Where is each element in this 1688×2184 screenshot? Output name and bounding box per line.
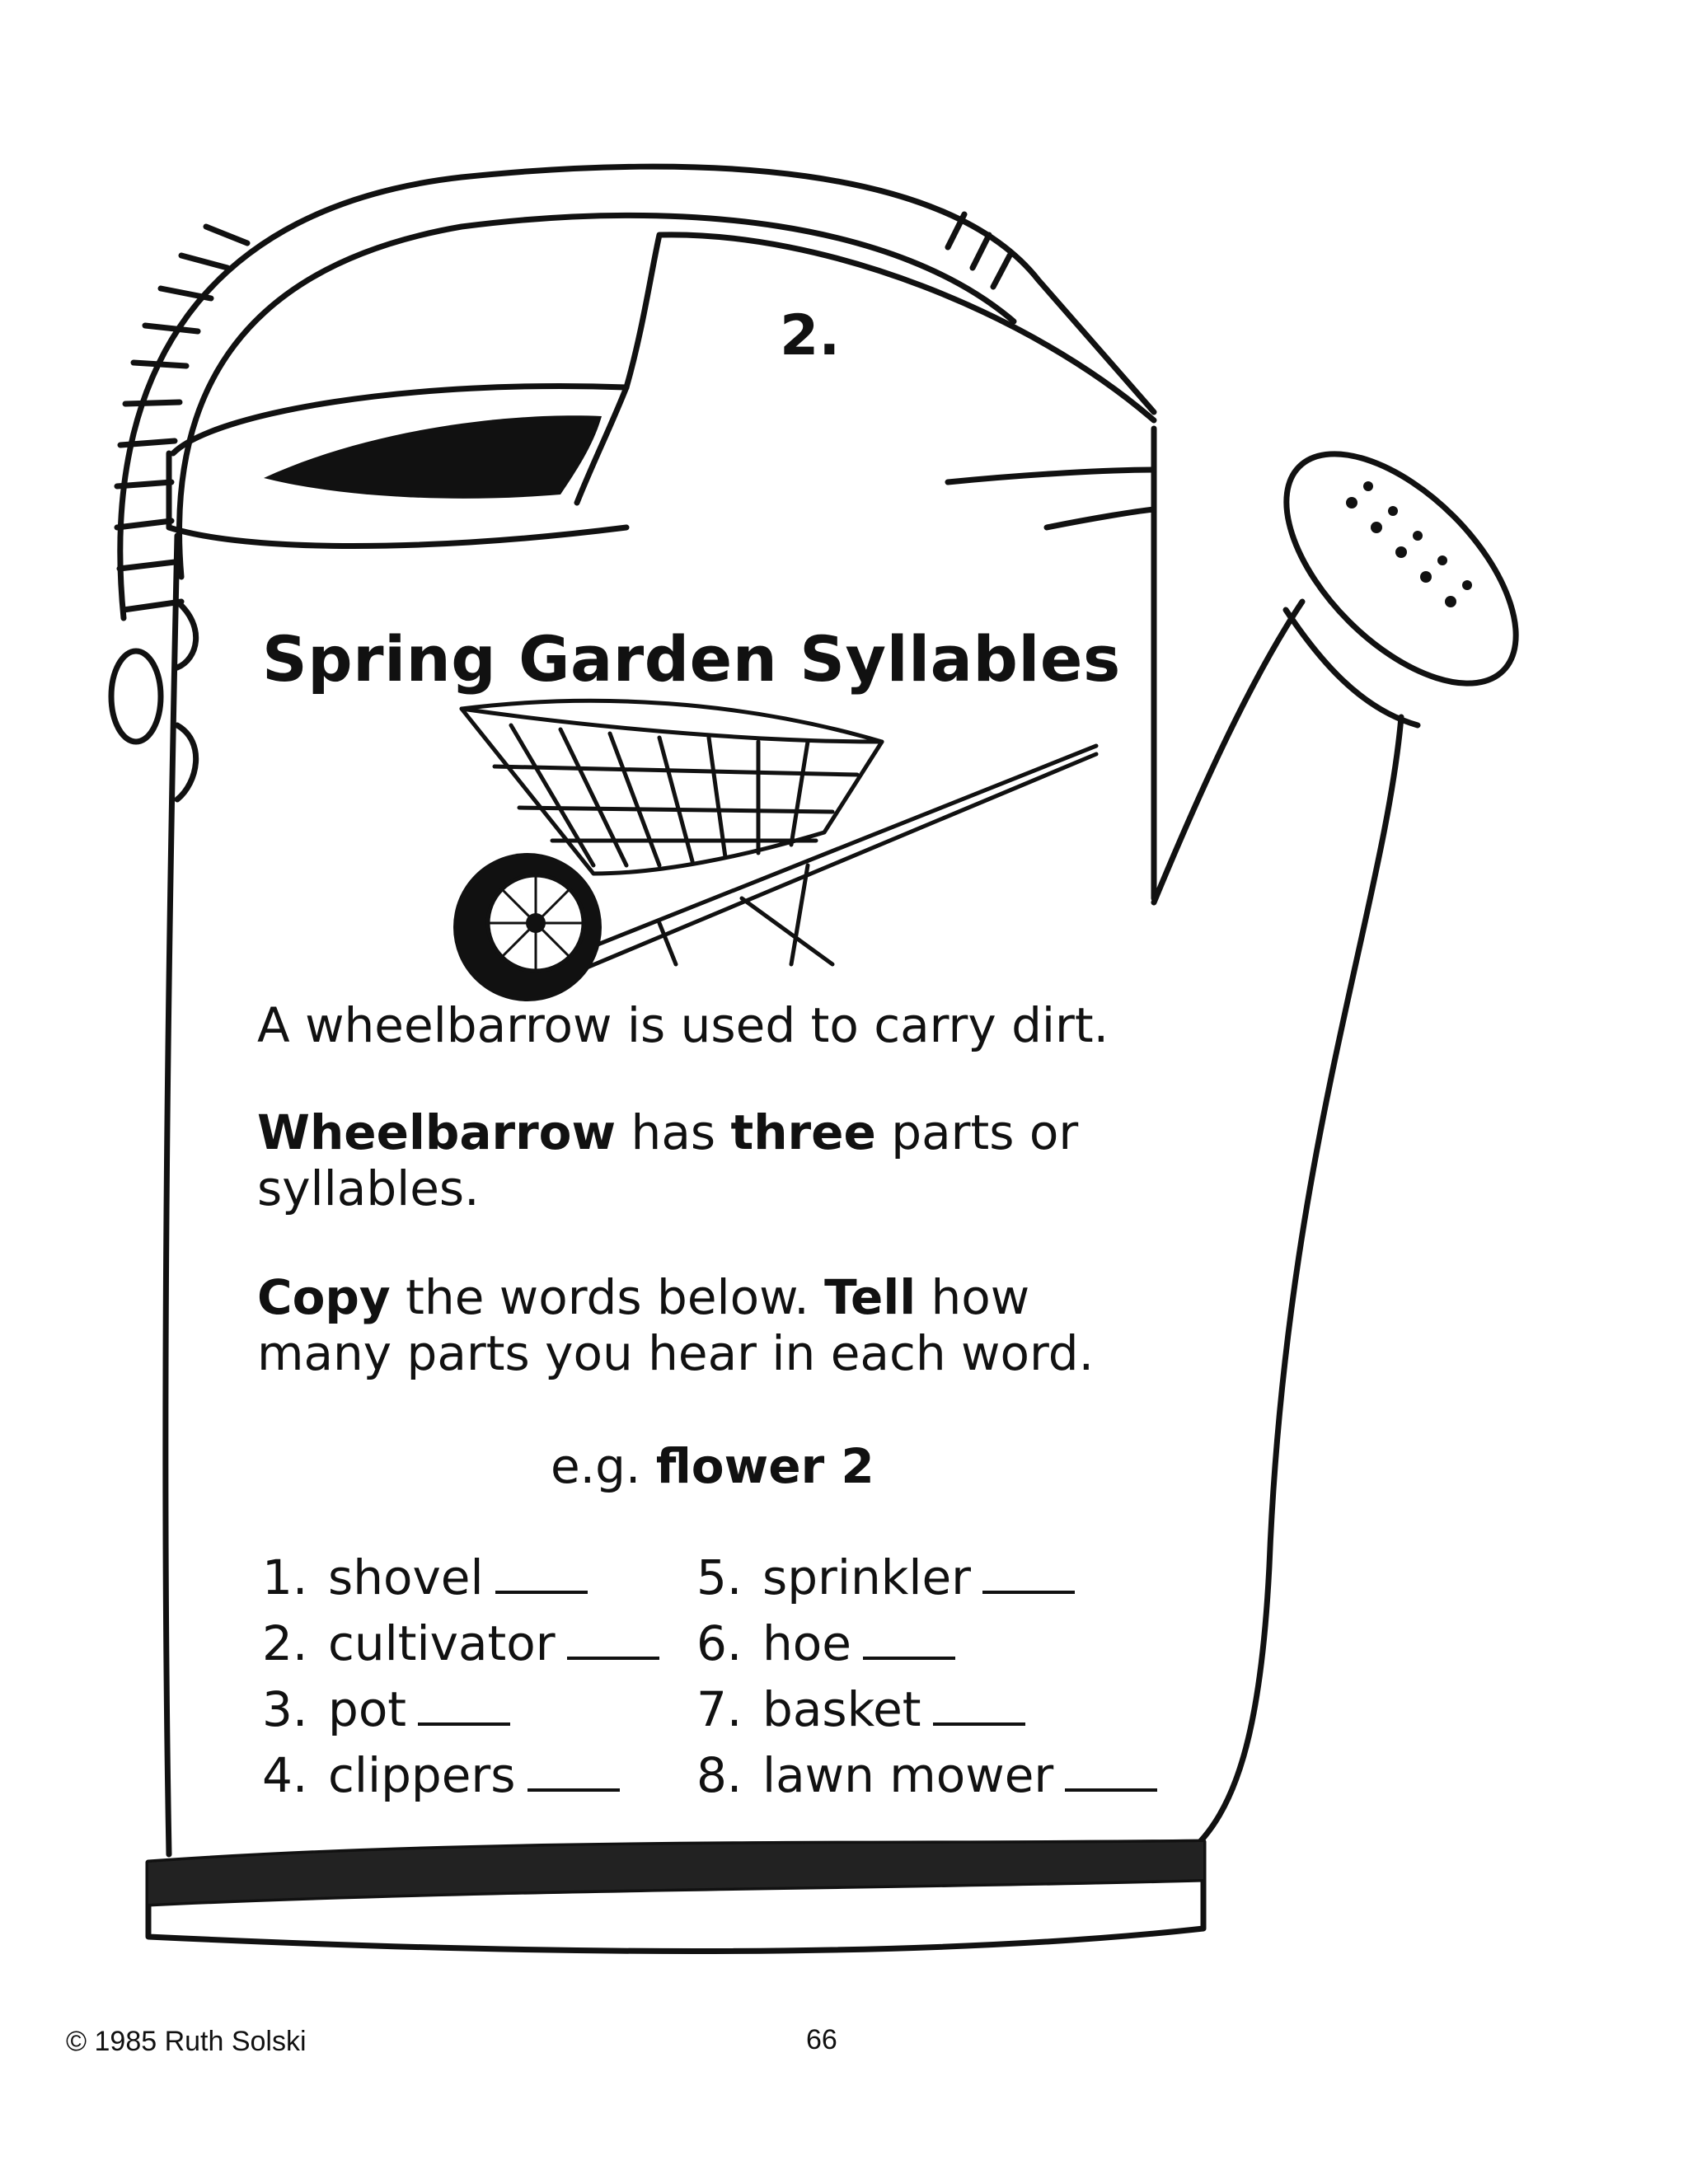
item-number: 6. [696,1615,743,1671]
answer-blank[interactable] [528,1747,620,1792]
answer-blank[interactable] [495,1549,588,1594]
item-number: 2. [262,1615,308,1671]
bold-word-copy: Copy [257,1269,391,1325]
bold-word-wheelbarrow: Wheelbarrow [257,1104,617,1160]
bold-word-three: three [730,1104,876,1160]
answer-blank[interactable] [418,1681,510,1726]
item-word: clippers [328,1747,516,1803]
item-word: basket [762,1681,921,1737]
item-number: 5. [696,1549,743,1605]
answer-blank[interactable] [863,1615,955,1660]
text-has: has [616,1104,731,1160]
text-syllables: syllables. [257,1160,480,1216]
list-item [696,1615,955,1671]
item-number: 1. [262,1549,308,1605]
text-parts-or: parts or [875,1104,1079,1160]
item-word: lawn mower [762,1747,1054,1803]
item-number: 7. [696,1681,743,1737]
item-word: sprinkler [762,1549,971,1605]
text-words-below: the words below. [390,1269,825,1325]
example [551,1438,874,1494]
text-many-parts: many parts you hear in each word. [257,1325,1095,1381]
bold-word-tell: Tell [824,1269,917,1325]
list-item [262,1747,620,1803]
item-word: shovel [328,1549,484,1605]
list-item [696,1681,1025,1737]
answer-blank[interactable] [982,1549,1075,1594]
intro-sentence: A wheelbarrow is used to carry dirt. [257,997,1109,1053]
answer-blank[interactable] [933,1681,1025,1726]
item-word: cultivator [328,1615,556,1671]
text-how: how [916,1269,1030,1325]
item-number: 4. [262,1747,308,1803]
answer-blank[interactable] [1065,1747,1157,1792]
worksheet-number: 2. [780,303,841,368]
list-item [696,1549,1075,1605]
example-label: e.g. [551,1438,656,1494]
item-word: pot [328,1681,407,1737]
example-word: flower 2 [655,1438,874,1494]
item-number: 8. [696,1747,743,1803]
copyright-notice: © 1985 Ruth Solski [66,2026,307,2057]
page-number: 66 [806,2024,837,2055]
list-item [262,1681,510,1737]
list-item [262,1615,659,1671]
page-title: Spring Garden Syllables [262,622,1121,696]
answer-blank[interactable] [567,1615,659,1660]
list-item [696,1747,1157,1803]
item-number: 3. [262,1681,308,1737]
syllable-explanation [257,1104,1078,1216]
item-word: hoe [762,1615,851,1671]
instructions [257,1269,1094,1381]
list-item [262,1549,588,1605]
